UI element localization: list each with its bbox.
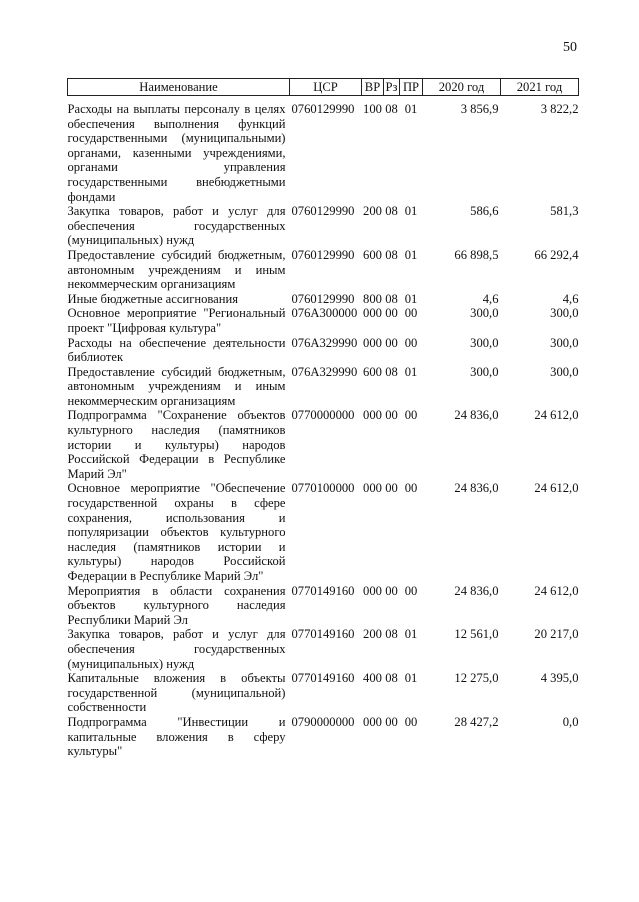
row-name: Закупка товаров, работ и услуг для обеспечения государственных (муниципальных) нужд xyxy=(67,204,286,248)
row-2020: 28 427,2 xyxy=(454,714,499,729)
budget-table xyxy=(67,78,579,759)
row-2021: 4 395,0 xyxy=(540,671,579,686)
header-pr: ПР xyxy=(400,79,423,96)
row-pr: 01 xyxy=(404,671,418,686)
row-name: Основное мероприятие "Обеспечение государственной охраны в сфере сохранения, использования и популяризации объектов культурного наследия (памятников истории и культуры) народов Российской Федерации в Республике Марий Эл" xyxy=(67,481,286,583)
row-vr: 800 xyxy=(363,291,382,306)
table-row xyxy=(68,584,579,628)
row-2021: 0,0 xyxy=(562,714,579,729)
row-csr: 0760129990 xyxy=(291,102,355,116)
row-2020: 300,0 xyxy=(470,335,499,350)
row-vr: 000 xyxy=(363,306,382,321)
header-rz: Рз xyxy=(384,79,400,96)
row-2021: 66 292,4 xyxy=(534,247,579,262)
header-vr: ВР xyxy=(362,79,384,96)
row-rz: 08 xyxy=(385,671,398,686)
row-vr: 400 xyxy=(363,671,382,686)
row-name: Расходы на выплаты персоналу в целях обеспечения выполнения функций государственными (муниципальными) органами, казенными учреждениями, органами управления государственными внебюджетными фондами xyxy=(67,102,286,204)
page-number: 50 xyxy=(563,40,577,55)
row-csr: 0770000000 xyxy=(291,408,355,423)
row-rz: 00 xyxy=(385,335,398,350)
row-rz: 00 xyxy=(385,714,398,729)
row-name: Основное мероприятие "Региональный проект "Цифровая культура" xyxy=(67,306,286,335)
row-csr: 0760129990 xyxy=(291,204,355,219)
row-2020: 24 836,0 xyxy=(454,408,499,423)
table-row xyxy=(68,627,579,671)
table-row xyxy=(68,365,579,409)
row-vr: 000 xyxy=(363,583,382,598)
table-row xyxy=(68,306,579,335)
row-vr: 100 xyxy=(363,102,382,116)
row-2020: 300,0 xyxy=(470,364,499,379)
row-2020: 3 856,9 xyxy=(460,102,499,116)
row-csr: 076А329990 xyxy=(291,335,358,350)
row-2021: 4,6 xyxy=(562,291,579,306)
row-2021: 20 217,0 xyxy=(534,627,579,642)
row-pr: 00 xyxy=(404,335,418,350)
row-vr: 200 xyxy=(363,204,382,219)
row-name: Капитальные вложения в объекты государственной (муниципальной) собственности xyxy=(67,671,286,715)
row-2020: 24 836,0 xyxy=(454,583,499,598)
row-2020: 24 836,0 xyxy=(454,481,499,496)
row-2021: 3 822,2 xyxy=(540,102,579,116)
row-rz: 08 xyxy=(385,102,398,116)
row-rz: 08 xyxy=(385,627,398,642)
row-pr: 00 xyxy=(404,408,418,423)
row-csr: 0790000000 xyxy=(291,714,355,729)
table-row xyxy=(68,96,579,205)
row-vr: 000 xyxy=(363,335,382,350)
table-row xyxy=(68,336,579,365)
row-2020: 4,6 xyxy=(482,291,499,306)
row-csr: 0760129990 xyxy=(291,291,355,306)
row-rz: 00 xyxy=(385,583,398,598)
row-2020: 586,6 xyxy=(470,204,499,219)
table-header xyxy=(68,79,579,96)
table-row xyxy=(68,204,579,248)
header-name: Наименование xyxy=(68,79,290,96)
row-vr: 600 xyxy=(363,364,382,379)
row-pr: 01 xyxy=(404,247,418,262)
row-pr: 01 xyxy=(404,204,418,219)
row-2020: 12 561,0 xyxy=(454,627,499,642)
row-name: Расходы на обеспечение деятельности библиотек xyxy=(67,335,286,365)
row-pr: 00 xyxy=(404,481,418,496)
row-name: Предоставление субсидий бюджетным, автономным учреждениям и иным некоммерческим организациям xyxy=(67,364,286,408)
row-pr: 01 xyxy=(404,102,418,116)
row-2020: 12 275,0 xyxy=(454,671,499,686)
table-row xyxy=(68,671,579,715)
row-vr: 000 xyxy=(363,714,382,729)
row-csr: 0770149160 xyxy=(291,583,355,598)
row-2021: 300,0 xyxy=(550,335,579,350)
row-pr: 01 xyxy=(404,291,418,306)
row-csr: 076А300000 xyxy=(291,306,358,321)
row-rz: 08 xyxy=(385,364,398,379)
table-row xyxy=(68,248,579,292)
table-row xyxy=(68,481,579,583)
row-2021: 24 612,0 xyxy=(534,583,579,598)
table-body xyxy=(68,96,579,759)
row-rz: 00 xyxy=(385,408,398,423)
row-vr: 000 xyxy=(363,408,382,423)
row-pr: 01 xyxy=(404,627,418,642)
row-pr: 00 xyxy=(404,306,418,321)
row-name: Закупка товаров, работ и услуг для обеспечения государственных (муниципальных) нужд xyxy=(67,627,286,671)
row-csr: 076А329990 xyxy=(291,364,358,379)
row-csr: 0760129990 xyxy=(291,247,355,262)
table-row xyxy=(68,715,579,759)
row-csr: 0770149160 xyxy=(291,627,355,642)
row-rz: 08 xyxy=(385,291,398,306)
row-rz: 00 xyxy=(385,481,398,496)
row-vr: 000 xyxy=(363,481,382,496)
row-vr: 600 xyxy=(363,247,382,262)
row-rz: 08 xyxy=(385,204,398,219)
row-2020: 66 898,5 xyxy=(454,247,499,262)
row-2021: 300,0 xyxy=(550,306,579,321)
header-2021: 2021 год xyxy=(501,79,579,96)
row-name: Подпрограмма "Инвестиции и капитальные вложения в сферу культуры" xyxy=(67,714,286,759)
row-pr: 00 xyxy=(404,714,418,729)
row-rz: 08 xyxy=(385,247,398,262)
row-2021: 24 612,0 xyxy=(534,408,579,423)
table-row xyxy=(68,408,579,481)
row-2020: 300,0 xyxy=(470,306,499,321)
row-pr: 01 xyxy=(404,364,418,379)
row-vr: 200 xyxy=(363,627,382,642)
row-csr: 0770100000 xyxy=(291,481,355,496)
row-rz: 00 xyxy=(385,306,398,321)
row-name: Предоставление субсидий бюджетным, автономным учреждениям и иным некоммерческим организациям xyxy=(67,247,286,292)
table-row xyxy=(68,292,579,307)
row-name: Мероприятия в области сохранения объектов культурного наследия Республики Марий Эл xyxy=(67,583,286,627)
row-name: Подпрограмма "Сохранение объектов культурного наследия (памятников истории и культуры) народов Российской Федерации в Республике Марий Эл" xyxy=(67,408,286,481)
row-2021: 300,0 xyxy=(550,364,579,379)
header-csr: ЦСР xyxy=(290,79,362,96)
row-pr: 00 xyxy=(404,583,418,598)
row-name: Иные бюджетные ассигнования xyxy=(67,291,239,306)
row-2021: 581,3 xyxy=(550,204,579,219)
header-2020: 2020 год xyxy=(423,79,501,96)
row-2021: 24 612,0 xyxy=(534,481,579,496)
row-csr: 0770149160 xyxy=(291,671,355,686)
